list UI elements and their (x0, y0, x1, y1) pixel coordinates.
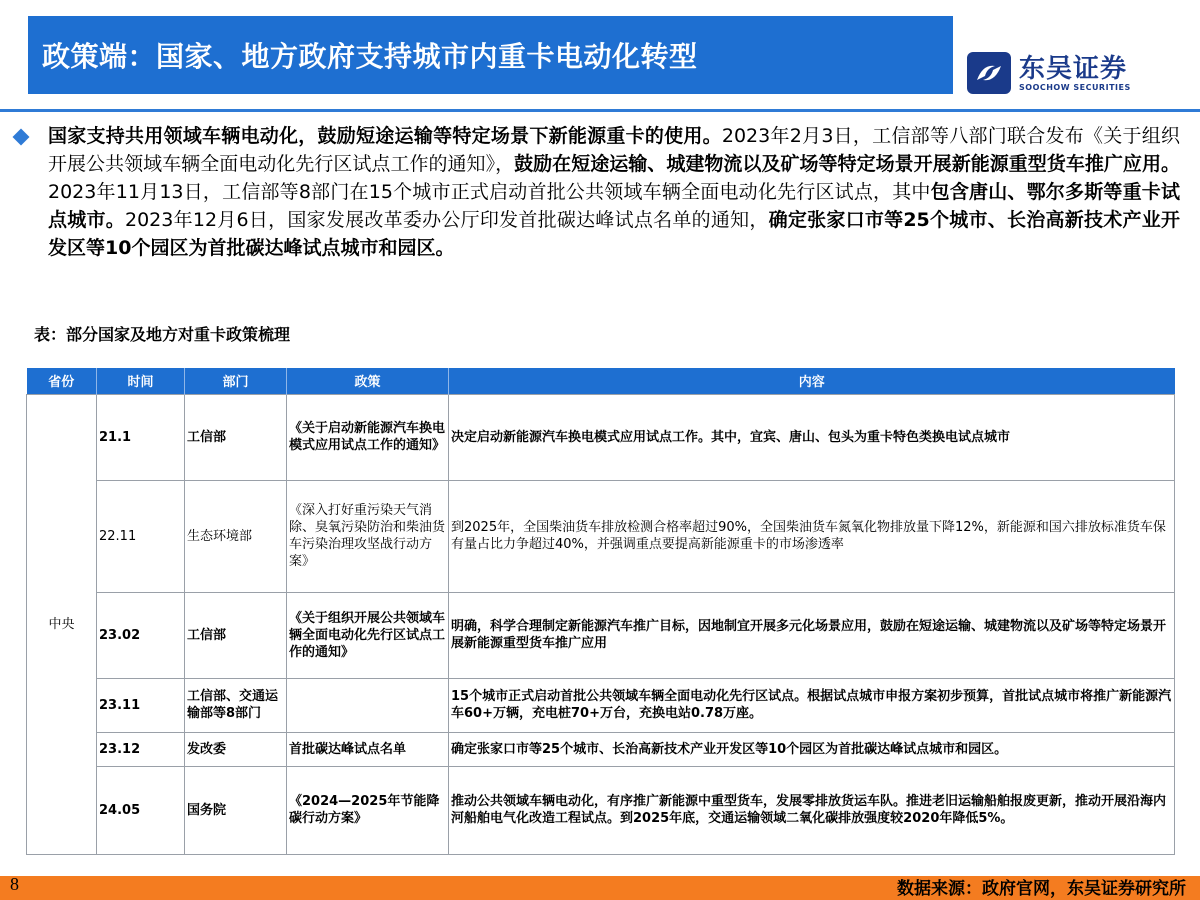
summary-segment: 国家支持共用领域车辆电动化，鼓励短途运输等特定场景下新能源重卡的使用。 (48, 125, 722, 147)
table-row (27, 592, 1175, 678)
policy-cell (287, 678, 449, 732)
policy-table (26, 368, 1175, 855)
title-bar (28, 16, 953, 94)
summary-segment: 鼓励在短途运输、城建物流以及矿场等特定场景开展新能源重型货车推广应用。 (514, 153, 1180, 175)
content-cell: 确定张家口市等25个城市、长治高新技术产业开发区等10个园区为首批碳达峰试点城市和园区。 (449, 732, 1175, 766)
table-row (27, 394, 1175, 480)
table-caption: 表：部分国家及地方对重卡政策梳理 (34, 325, 291, 344)
logo-english: SOOCHOW SECURITIES (1019, 82, 1131, 92)
brand-logo (965, 50, 1165, 96)
summary-segment: 包含唐山、鄂尔多斯等重卡试点城市。 (48, 181, 1180, 231)
time-cell: 23.12 (97, 732, 185, 766)
content-cell: 推动公共领域车辆电动化，有序推广新能源中重型货车，发展零排放货运车队。推进老旧运输船舶报废更新，推动开展沿海内河船舶电气化改造工程试点。到2025年底，交通运输领域二氧化碳排放强度较2020年降低5%。 (449, 766, 1175, 854)
department-cell: 工信部、交通运输部等8部门 (185, 678, 287, 732)
logo-name: 东吴证券 (1019, 53, 1128, 84)
time-cell: 23.11 (97, 678, 185, 732)
header-department: 部门 (185, 368, 287, 394)
content-cell: 到2025年，全国柴油货车排放检测合格率超过90%，全国柴油货车氮氧化物排放量下降12%，新能源和国六排放标准货车保有量占比力争超过40%，并强调重点要提高新能源重卡的市场渗透率 (449, 480, 1175, 592)
department-cell: 生态环境部 (185, 480, 287, 592)
policy-cell: 首批碳达峰试点名单 (287, 732, 449, 766)
summary-segment: 2023年2月3日，工信部等八部门联合发布《关于组织开展公共领域车辆全面电动化先行区试点工作的通知》， (48, 125, 1180, 175)
header-divider (0, 109, 1200, 112)
soochow-logo-icon (965, 50, 1013, 96)
time-cell: 23.02 (97, 592, 185, 678)
content-cell: 明确，科学合理制定新能源汽车推广目标，因地制宜开展多元化场景应用，鼓励在短途运输、城建物流以及矿场等特定场景开展新能源重型货车推广应用 (449, 592, 1175, 678)
policy-cell: 《2024—2025年节能降碳行动方案》 (287, 766, 449, 854)
policy-cell: 《关于启动新能源汽车换电模式应用试点工作的通知》 (287, 394, 449, 480)
data-source: 数据来源：政府官网，东吴证券研究所 (897, 879, 1186, 899)
department-cell: 发改委 (185, 732, 287, 766)
logo-text (1019, 55, 1131, 92)
policy-cell: 《关于组织开展公共领域车辆全面电动化先行区试点工作的通知》 (287, 592, 449, 678)
header-content: 内容 (449, 368, 1175, 394)
policy-cell: 《深入打好重污染天气消除、臭氧污染防治和柴油货车污染治理攻坚战行动方案》 (287, 480, 449, 592)
department-cell: 国务院 (185, 766, 287, 854)
table-row (27, 766, 1175, 854)
department-cell: 工信部 (185, 394, 287, 480)
summary-segment: 确定张家口市等25个城市、长治高新技术产业开发区等10个园区为首批碳达峰试点城市和园区。 (48, 209, 1180, 259)
content-cell: 决定启动新能源汽车换电模式应用试点工作。其中，宜宾、唐山、包头为重卡特色类换电试点城市 (449, 394, 1175, 480)
time-cell: 24.05 (97, 766, 185, 854)
province-cell: 中央 (27, 394, 97, 854)
department-cell: 工信部 (185, 592, 287, 678)
content-cell: 15个城市正式启动首批公共领域车辆全面电动化先行区试点。根据试点城市申报方案初步预算，首批试点城市将推广新能源汽车60+万辆，充电桩70+万台，充换电站0.78万座。 (449, 678, 1175, 732)
table-row (27, 678, 1175, 732)
header-province: 省份 (27, 368, 97, 394)
page-number: 8 (10, 874, 19, 894)
summary-segment: 2023年11月13日，工信部等8部门在15个城市正式启动首批公共领域车辆全面电动化先行区试点，其中 (48, 181, 931, 203)
table-header-row (27, 368, 1175, 394)
diamond-icon (13, 129, 30, 146)
time-cell: 22.11 (97, 480, 185, 592)
header-policy: 政策 (287, 368, 449, 394)
summary-paragraph (48, 122, 1180, 262)
page-title: 政策端：国家、地方政府支持城市内重卡电动化转型 (42, 40, 698, 73)
table-row (27, 480, 1175, 592)
summary-segment: 2023年12月6日，国家发展改革委办公厅印发首批碳达峰试点名单的通知， (125, 209, 769, 231)
header-time: 时间 (97, 368, 185, 394)
table-row (27, 732, 1175, 766)
time-cell: 21.1 (97, 394, 185, 480)
